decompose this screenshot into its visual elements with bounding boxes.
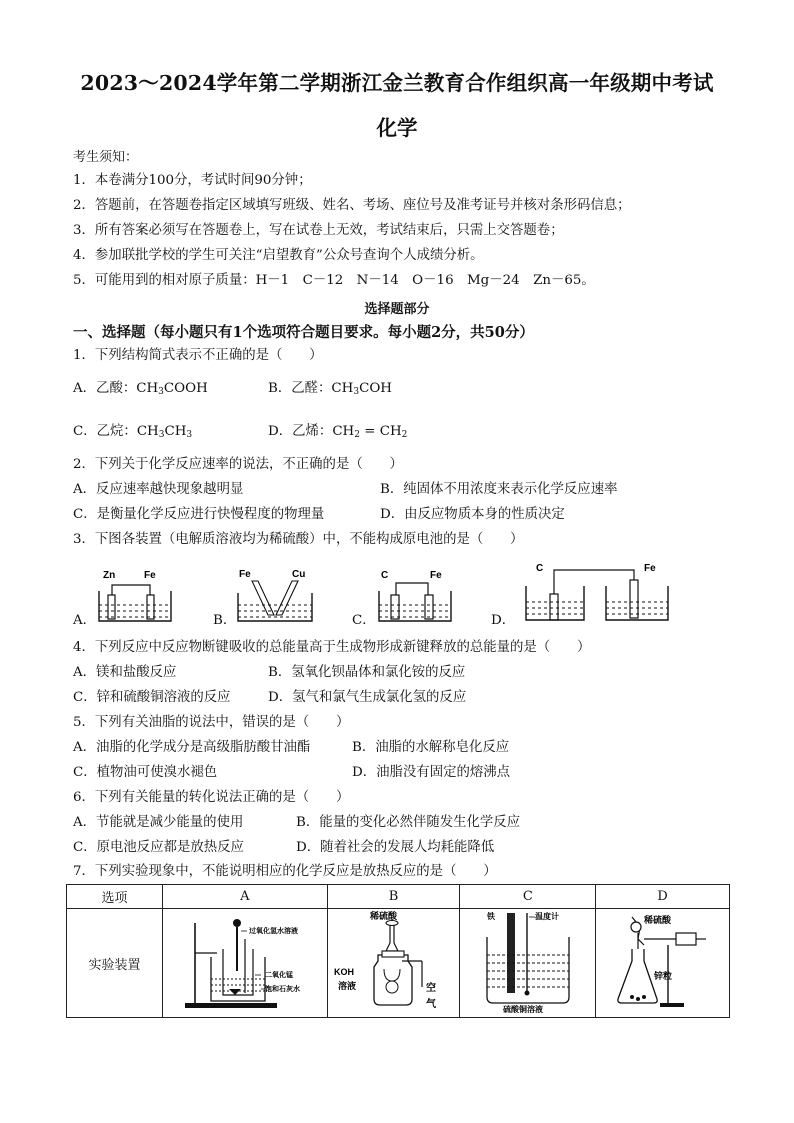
q1-d-sub-2: 2	[401, 430, 408, 440]
q1-d-formula-2: = CH	[359, 424, 402, 439]
electrode-label-fe: Fe	[430, 570, 442, 581]
exam-subject: 化学	[376, 116, 418, 140]
q2-option-a[interactable]: A．反应速率越快现象越明显	[73, 482, 244, 497]
q1-option-d[interactable]	[268, 423, 407, 444]
q6-option-a[interactable]: A．节能就是减少能量的使用	[73, 815, 244, 830]
electrode-label-c: C	[381, 570, 389, 581]
q3-apparatus-c	[376, 565, 454, 627]
q1-a-sub: 3	[158, 387, 164, 397]
q7-header-row	[67, 885, 730, 909]
q1-b-label: B．乙醛：	[268, 381, 332, 396]
q7-row-label: 实验装置	[67, 909, 163, 1018]
part-title: 选择题部分	[364, 302, 430, 317]
q7-header-a[interactable]: A	[162, 885, 327, 909]
label-dilute-sulfuric-acid: 稀硫酸	[369, 911, 397, 921]
q1-c-sub: 3	[158, 430, 165, 440]
q4-option-d[interactable]: D．氢气和氯气生成氯化氢的反应	[268, 690, 467, 705]
q7-apparatus-row	[67, 909, 730, 1018]
q6-option-b[interactable]: B．能量的变化必然伴随发生化学反应	[296, 815, 521, 830]
q4-option-a[interactable]: A．镁和盐酸反应	[73, 665, 177, 680]
q5-stem: 5．下列有关油脂的说法中，错误的是（ ）	[73, 715, 350, 730]
label-hydrogen-peroxide: 过氧化氢水溶液	[248, 928, 298, 935]
q4-option-c[interactable]: C．锌和硫酸铜溶液的反应	[73, 690, 231, 705]
q7-header-b[interactable]: B	[327, 885, 460, 909]
electrode-label-c: C	[536, 563, 544, 574]
q1-c-formula: CH	[136, 424, 159, 439]
q2-option-b[interactable]: B．纯固体不用浓度来表示化学反应速率	[380, 482, 618, 497]
q7-cell-d[interactable]	[596, 909, 730, 1018]
q3-option-a-label[interactable]: A．	[73, 613, 97, 628]
label-limewater: 饱和石灰水	[264, 986, 300, 993]
electrode-label-zn: Zn	[103, 570, 116, 581]
q1-stem: 1．下列结构简式表示不正确的是（ ）	[73, 348, 323, 363]
exam-title: 2023～2024学年第二学期浙江金兰教育合作组织高一年级期中考试	[80, 71, 714, 95]
label-air-2: 气	[425, 999, 436, 1010]
q6-option-d[interactable]: D．随着社会的发展人均耗能降低	[296, 840, 495, 855]
q7-stem: 7．下列实验现象中，不能说明相应的化学反应是放热反应的是（ ）	[73, 864, 497, 879]
q1-b-formula: CH	[331, 381, 354, 396]
label-solution: 溶液	[337, 981, 356, 991]
label-thermometer: 温度计	[534, 912, 559, 921]
section-heading: 一、选择题（每小题只有1个选项符合题目要求。每小题2分，共50分）	[73, 324, 534, 341]
q1-d-sub: 2	[354, 430, 360, 440]
q7-cell-a[interactable]	[162, 909, 327, 1018]
q1-option-a[interactable]	[73, 380, 208, 401]
q3-option-b-label[interactable]: B．	[213, 613, 237, 628]
label-iron: 铁	[486, 912, 495, 921]
q3-stem: 3．下图各装置（电解质溶液均为稀硫酸）中，不能构成原电池的是（ ）	[73, 532, 524, 547]
q5-option-b[interactable]: B．油脂的水解称皂化反应	[352, 740, 510, 755]
q6-option-c[interactable]: C．原电池反应都是放热反应	[73, 840, 244, 855]
q5-option-c[interactable]: C．植物油可使溴水褪色	[73, 765, 218, 780]
label-manganese-dioxide: 二氧化锰	[264, 972, 293, 979]
q3-apparatus-d	[520, 558, 675, 626]
q1-b-sub: 3	[353, 387, 360, 397]
q7-cell-b[interactable]	[327, 909, 460, 1018]
q1-c-sub-2: 3	[186, 430, 193, 440]
q2-option-d[interactable]: D．由反应物质本身的性质决定	[380, 507, 565, 522]
q2-option-c[interactable]: C．是衡量化学反应进行快慢程度的物理量	[73, 507, 325, 522]
q1-c-formula-2: CH	[164, 424, 187, 439]
q4-option-b[interactable]: B．氢氧化钡晶体和氯化铵的反应	[268, 665, 466, 680]
q7-apparatus-b	[330, 909, 458, 1013]
electrode-label-cu: Cu	[292, 569, 306, 580]
q1-a-formula-rest: COOH	[163, 381, 208, 396]
notice-item-3: 3．所有答案必须写在答题卷上，写在试卷上无效，考试结束后，只需上交答题卷；	[73, 223, 564, 238]
notice-item-4: 4．参加联批学校的学生可关注“启望教育”公众号查询个人成绩分析。	[73, 248, 484, 263]
q1-option-c[interactable]	[73, 423, 192, 444]
label-dilute-sulfuric-acid: 稀硫酸	[643, 915, 671, 925]
label-zinc-granules: 锌粒	[653, 971, 672, 981]
label-koh: KOH	[333, 967, 354, 977]
q3-apparatus-a	[96, 565, 174, 627]
notice-item-5: 5．可能用到的相对原子质量：H－1 C－12 N－14 O－16 Mg－24 Zn－65。	[73, 273, 595, 288]
label-copper-sulfate: 硫酸铜溶液	[502, 1005, 543, 1013]
q7-apparatus-a	[165, 909, 325, 1013]
q5-option-a[interactable]: A．油脂的化学成分是高级脂肪酸甘油酯	[73, 740, 311, 755]
q1-c-label: C．乙烷：	[73, 424, 137, 439]
q3-apparatus-b	[234, 565, 316, 627]
notice-heading: 考生须知：	[73, 150, 139, 165]
electrode-label-fe: Fe	[144, 570, 156, 581]
q7-header-d[interactable]: D	[596, 885, 730, 909]
q7-table	[66, 884, 730, 1018]
q3-option-d-label[interactable]: D．	[491, 613, 516, 628]
label-air-1: 空	[425, 983, 436, 994]
q1-d-label: D．乙烯：	[268, 424, 333, 439]
q2-stem: 2．下列关于化学反应速率的说法，不正确的是（ ）	[73, 457, 403, 472]
notice-item-1: 1．本卷满分100分，考试时间90分钟；	[73, 173, 312, 188]
q7-apparatus-c	[463, 909, 593, 1013]
q1-option-b[interactable]	[268, 380, 392, 401]
q7-apparatus-d	[598, 909, 728, 1013]
q1-d-formula: CH	[332, 424, 355, 439]
electrode-label-fe: Fe	[239, 569, 251, 580]
q1-a-formula: CH	[136, 381, 159, 396]
electrode-label-fe: Fe	[644, 563, 656, 574]
q6-stem: 6．下列有关能量的转化说法正确的是（ ）	[73, 790, 350, 805]
q4-stem: 4．下列反应中反应物断键吸收的总能量高于生成物形成新键释放的总能量的是（ ）	[73, 640, 591, 655]
q5-option-d[interactable]: D．油脂没有固定的熔沸点	[352, 765, 511, 780]
notice-item-2: 2．答题前，在答题卷指定区域填写班级、姓名、考场、座位号及准考证号并核对条形码信息；	[73, 198, 631, 213]
q3-option-c-label[interactable]: C．	[352, 613, 376, 628]
q7-cell-c[interactable]	[460, 909, 596, 1018]
q1-b-formula-rest: COH	[359, 381, 392, 396]
q7-header-option: 选项	[67, 885, 163, 909]
q7-header-c[interactable]: C	[460, 885, 596, 909]
q1-a-label: A．乙酸：	[73, 381, 137, 396]
